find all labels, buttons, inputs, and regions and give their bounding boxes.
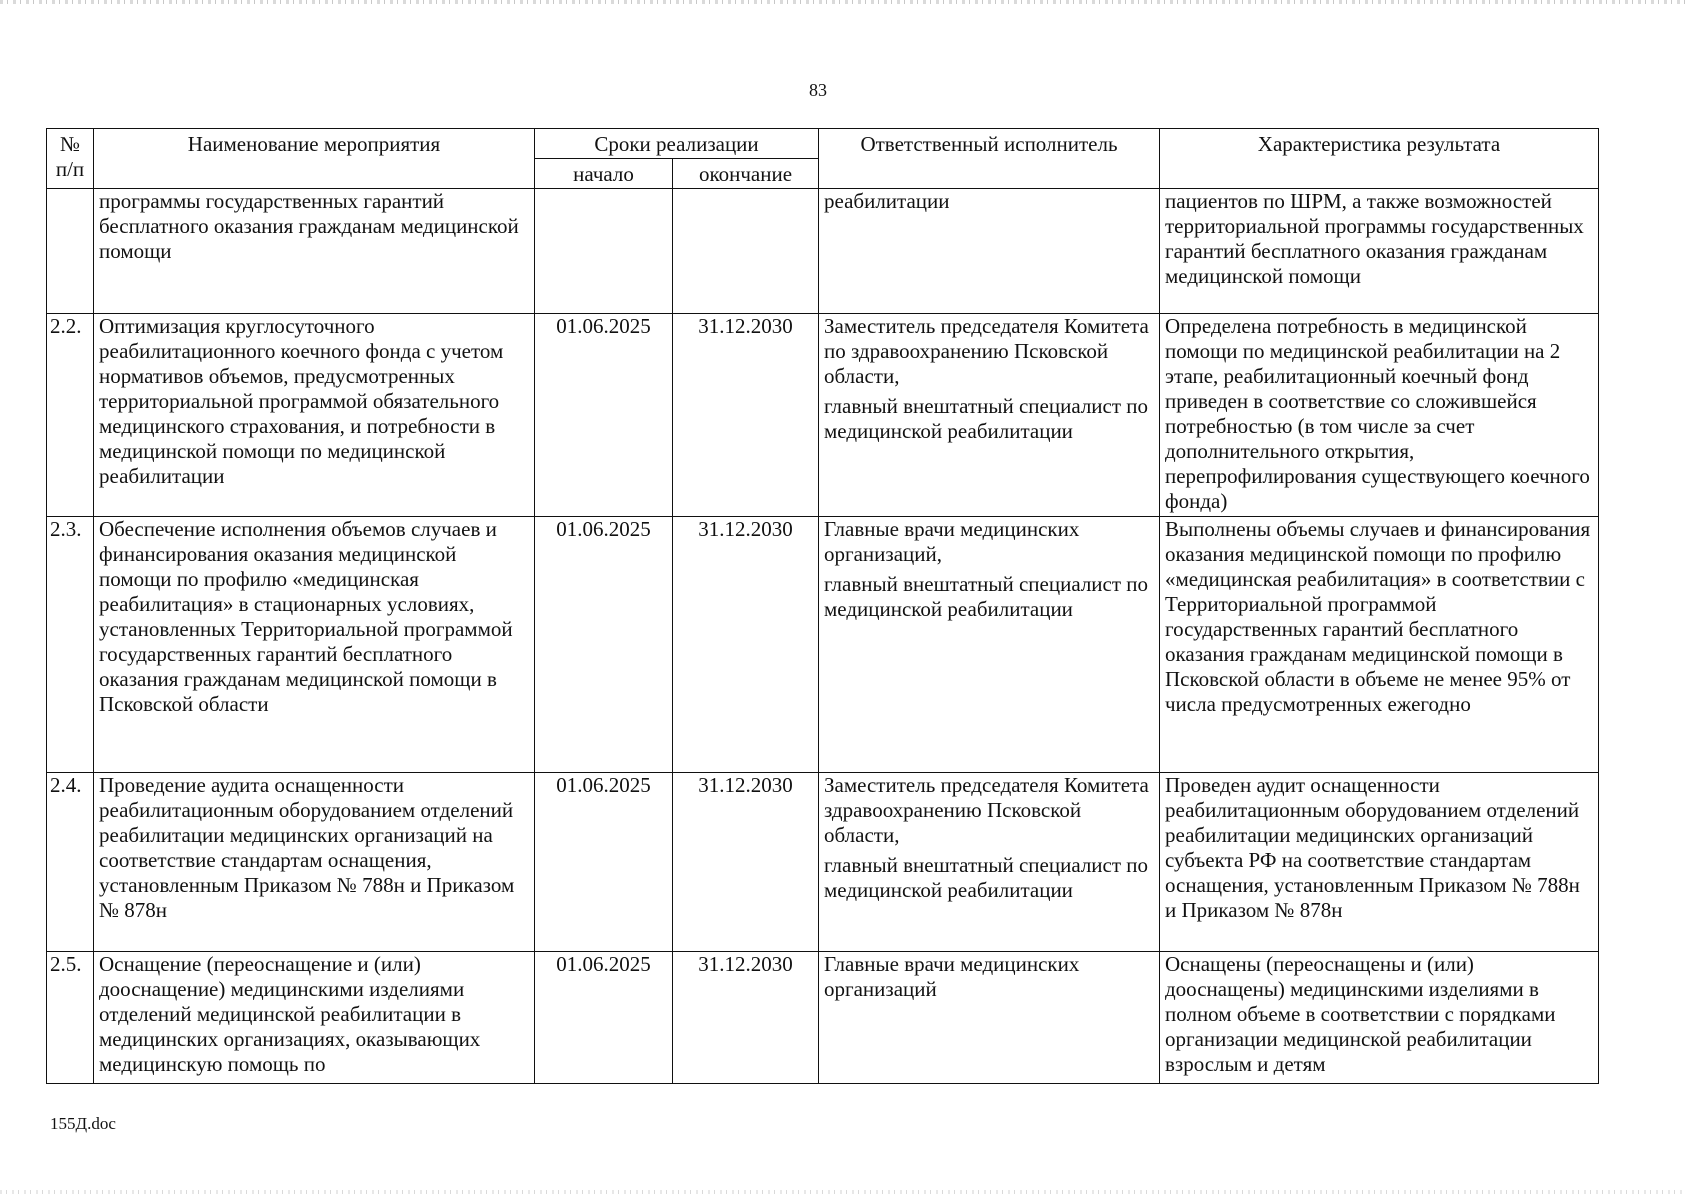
- table-row: [47, 773, 1599, 952]
- row-num: 2.3.: [47, 517, 94, 773]
- row-responsible: [819, 189, 1160, 314]
- row-responsible: [819, 314, 1160, 517]
- row-result: Оснащены (переоснащены и (или) дооснащены) медицинскими изделиями в полном объеме в соответствии с порядками организации медицинской реабилитации взрослым и детям: [1160, 952, 1599, 1084]
- scan-edge-top: [0, 0, 1686, 4]
- row-name: Оптимизация круглосуточного реабилитационного коечного фонда с учетом нормативов объемов, предусмотренных территориальной программой обязательного медицинского страхования, и потребности в медицинской помощи по медицинской реабилитации: [94, 314, 535, 517]
- row-name: программы государственных гарантий бесплатного оказания гражданам медицинской помощи: [94, 189, 535, 314]
- table-row: [47, 189, 1599, 314]
- row-start: [535, 189, 673, 314]
- measures-table: [46, 128, 1599, 1084]
- row-result: Определена потребность в медицинской помощи по медицинской реабилитации на 2 этапе, реабилитационный коечный фонд приведен в соответствие со сложившейся потребностью (в том числе за счет дополнительного открытия, перепрофилирования существующего коечного фонда): [1160, 314, 1599, 517]
- row-name: Оснащение (переоснащение и (или) дооснащение) медицинскими изделиями отделений медицинской реабилитации в медицинских организациях, оказывающих медицинскую помощь по: [94, 952, 535, 1084]
- header-name: Наименование мероприятия: [94, 129, 535, 189]
- responsible-part-1: Заместитель председателя Комитета здравоохранению Псковской области,: [824, 773, 1149, 847]
- responsible-part-1: Заместитель председателя Комитета по здравоохранению Псковской области,: [824, 314, 1149, 388]
- responsible-part-1: реабилитации: [824, 189, 950, 213]
- row-end: 31.12.2030: [673, 773, 819, 952]
- row-end: [673, 189, 819, 314]
- header-row: [47, 129, 1599, 159]
- responsible-part-2: главный внештатный специалист по медицинской реабилитации: [824, 394, 1149, 443]
- row-start: 01.06.2025: [535, 952, 673, 1084]
- row-end: 31.12.2030: [673, 517, 819, 773]
- responsible-part-2: главный внештатный специалист по медицинской реабилитации: [824, 572, 1149, 621]
- table-row: [47, 952, 1599, 1084]
- row-result: Выполнены объемы случаев и финансирования оказания медицинской помощи по профилю «медицинская реабилитация» в соответствии с Территориальной программой государственных гарантий бесплатного оказания гражданам медицинской помощи в Псковской области в объеме не менее 95% от числа предусмотренных ежегодно: [1160, 517, 1599, 773]
- scan-edge-bottom: [0, 1190, 1686, 1194]
- table-row: [47, 517, 1599, 773]
- responsible-part-1: Главные врачи медицинских организаций: [824, 952, 1080, 1001]
- header-result: Характеристика результата: [1160, 129, 1599, 189]
- row-num: 2.5.: [47, 952, 94, 1084]
- row-responsible: [819, 952, 1160, 1084]
- row-start: 01.06.2025: [535, 314, 673, 517]
- row-start: 01.06.2025: [535, 517, 673, 773]
- header-num: № п/п: [47, 129, 94, 189]
- page-number: 83: [809, 80, 827, 100]
- row-end: 31.12.2030: [673, 952, 819, 1084]
- row-end: 31.12.2030: [673, 314, 819, 517]
- row-result: Проведен аудит оснащенности реабилитационным оборудованием отделений реабилитации медицинских организаций субъекта РФ на соответствие стандартам оснащения, установленным Приказом № 788н и Приказом № 878н: [1160, 773, 1599, 952]
- header-start: начало: [535, 159, 673, 189]
- row-responsible: [819, 517, 1160, 773]
- table-row: [47, 314, 1599, 517]
- row-start: 01.06.2025: [535, 773, 673, 952]
- header-end: окончание: [673, 159, 819, 189]
- row-num: 2.4.: [47, 773, 94, 952]
- row-num: [47, 189, 94, 314]
- responsible-part-2: главный внештатный специалист по медицинской реабилитации: [824, 853, 1149, 902]
- row-num: 2.2.: [47, 314, 94, 517]
- header-period: Сроки реализации: [535, 129, 819, 159]
- row-responsible: [819, 773, 1160, 952]
- header-responsible: Ответственный исполнитель: [819, 129, 1160, 189]
- responsible-part-1: Главные врачи медицинских организаций,: [824, 517, 1080, 566]
- row-result: пациентов по ШРМ, а также возможностей территориальной программы государственных гарантий бесплатного оказания гражданам медицинской помощи: [1160, 189, 1599, 314]
- row-name: Обеспечение исполнения объемов случаев и финансирования оказания медицинской помощи по профилю «медицинская реабилитация» в стационарных условиях, установленных Территориальной программой государственных гарантий бесплатного оказания гражданам медицинской помощи в Псковской области: [94, 517, 535, 773]
- footer-filename: 155Д.doc: [50, 1114, 116, 1133]
- row-name: Проведение аудита оснащенности реабилитационным оборудованием отделений реабилитации медицинских организаций на соответствие стандартам оснащения, установленным Приказом № 788н и Приказом № 878н: [94, 773, 535, 952]
